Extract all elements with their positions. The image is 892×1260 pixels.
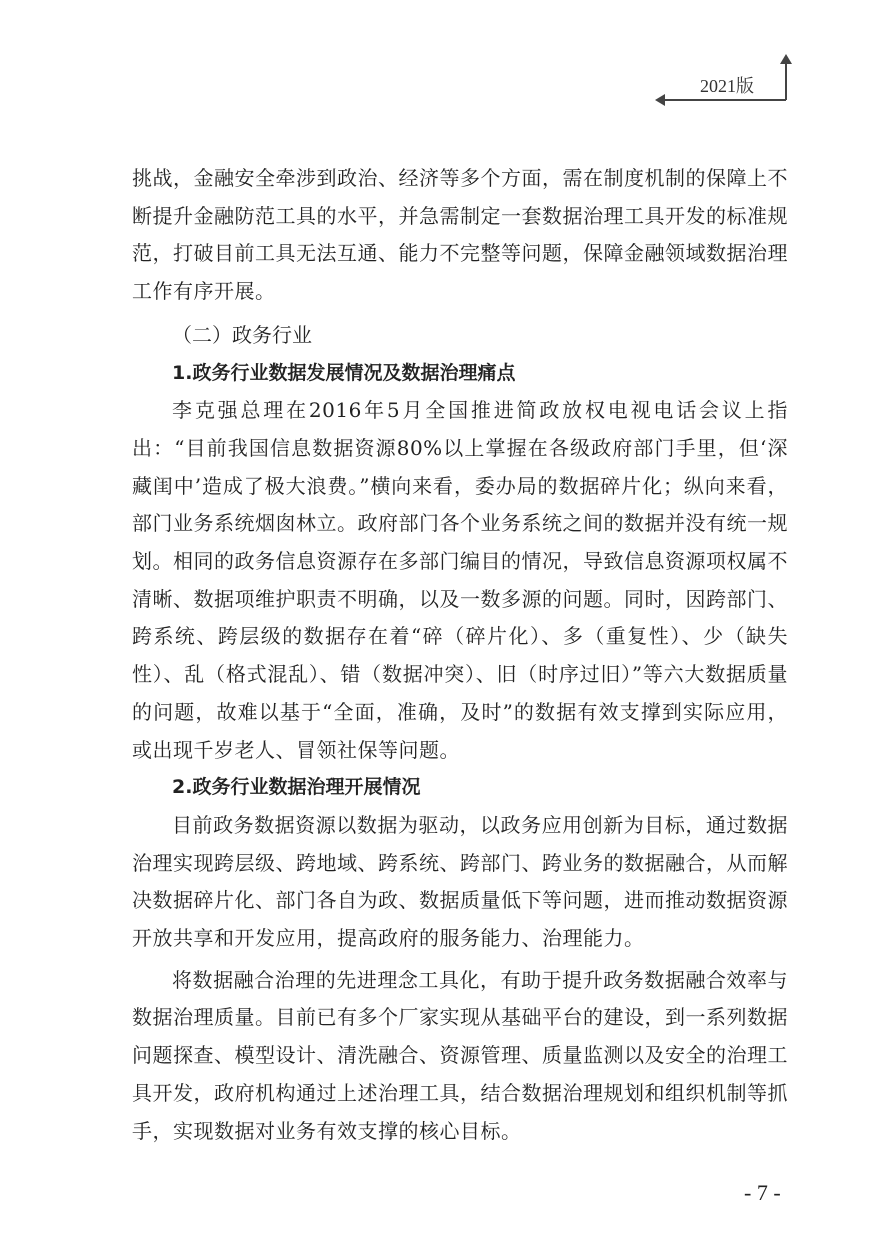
header-horizontal-rule	[664, 99, 786, 101]
header-vertical-rule	[785, 62, 787, 100]
page-body	[132, 160, 788, 1150]
subheading-2: 2.政务行业数据治理开展情况	[172, 776, 421, 799]
arrow-left-icon	[655, 94, 665, 106]
section-heading-government: （二）政务行业	[172, 322, 312, 347]
arrow-up-icon	[780, 54, 792, 64]
edition-label: 2021版	[700, 76, 754, 96]
paragraph-tooling: 将数据融合治理的先进理念工具化，有助于提升政务数据融合效率与数据治理质量。目前已有多个厂家实现从基础平台的建设，到一系列数据问题探查、模型设计、清洗融合、资源管理、质量监测以及安全的治理工具开发，政府机构通过上述治理工具，结合数据治理规划和组织机制等抓手，实现数据对业务有效支撑的核心目标。	[132, 967, 788, 1143]
paragraph-finance-continued: 挑战，金融安全牵涉到政治、经济等多个方面，需在制度机制的保障上不断提升金融防范工具的水平，并急需制定一套数据治理工具开发的标准规范，打破目前工具无法互通、能力不完整等问题，保障金融领域数据治理工作有序开展。	[132, 166, 788, 304]
paragraph-pain-points: 李克强总理在2016年5月全国推进简政放权电视电话会议上指出：“目前我国信息数据资源80%以上掌握在各级政府部门手里，但‘深藏闺中’造成了极大浪费。”横向来看，委办局的数据碎片化；纵向来看，部门业务系统烟囱林立。政府部门各个业务系统之间的数据并没有统一规划。相同的政务信息资源存在多部门编目的情况，导致信息资源项权属不清晰、数据项维护职责不明确，以及一数多源的问题。同时，因跨部门、跨系统、跨层级的数据存在着“碎（碎片化）、多（重复性）、少（缺失性）、乱（格式混乱）、错（数据冲突）、旧（时序过旧）”等六大数据质量的问题，故难以基于“全面，准确，及时”的数据有效支撑到实际应用，或出现千岁老人、冒领社保等问题。	[132, 398, 788, 762]
subheading-1: 1.政务行业数据发展情况及数据治理痛点	[172, 361, 516, 384]
paragraph-governance-status: 目前政务数据资源以数据为驱动，以政务应用创新为目标，通过数据治理实现跨层级、跨地域、跨系统、跨部门、跨业务的数据融合，从而解决数据碎片化、部门各自为政、数据质量低下等问题，进而推动数据资源开放共享和开发应用，提高政府的服务能力、治理能力。	[132, 812, 788, 951]
page-number: - 7 -	[744, 1180, 781, 1205]
